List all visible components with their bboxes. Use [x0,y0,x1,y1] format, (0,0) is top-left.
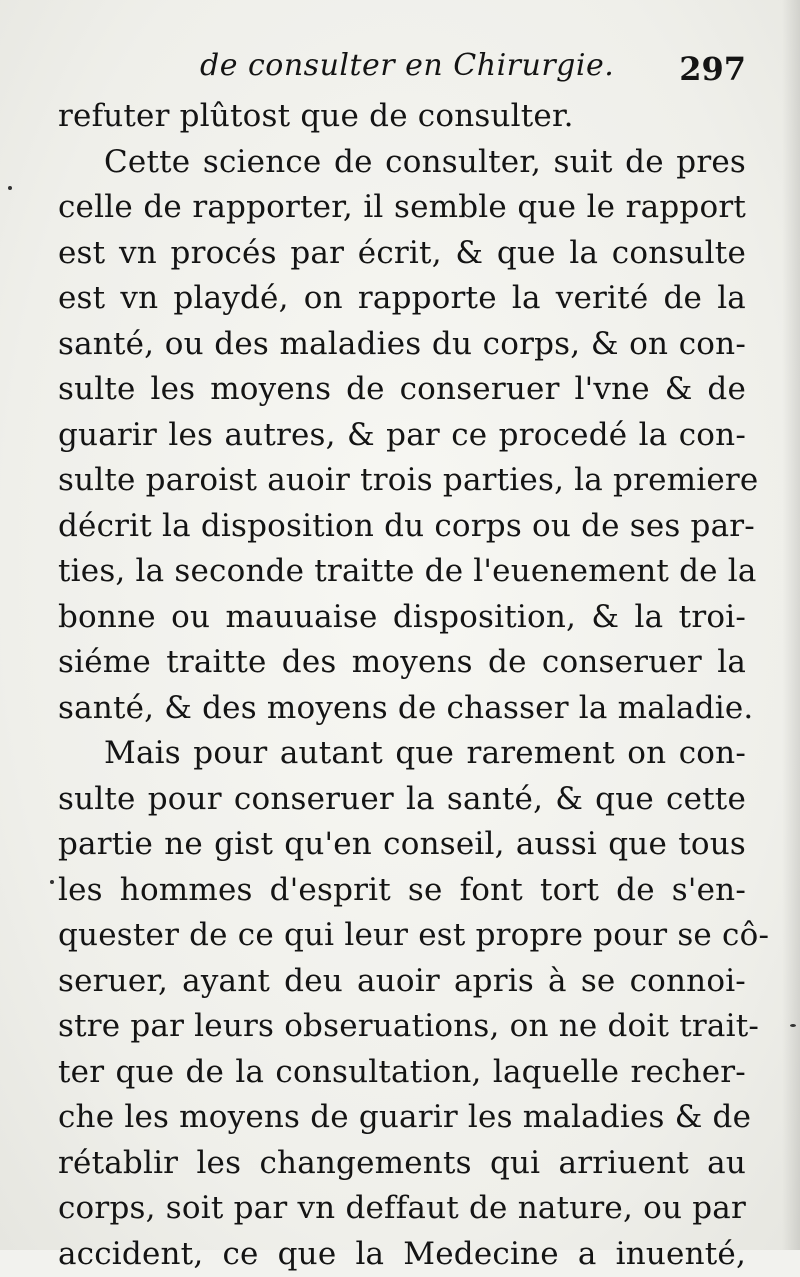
text-line: est vn procés par écrit, & que la consulte [58,231,746,277]
ink-speck [50,880,54,884]
text-line: Mais pour autant que rarement on con- [58,731,746,777]
page-edge-shadow [782,0,800,1250]
text-line: corps, soit par vn deffaut de nature, ou par [58,1186,746,1232]
text-line: sulte paroist auoir trois parties, la premiere [58,458,746,504]
text-line: siéme traitte des moyens de conseruer la [58,640,746,686]
ink-speck [8,186,12,190]
text-line: bonne ou mauuaise disposition, & la troi- [58,595,746,641]
text-line: ter que de la consultation, laquelle recher- [58,1050,746,1096]
running-title: de consulter en Chirurgie. [200,48,614,83]
text-line: santé, & des moyens de chasser la maladie. [58,686,746,732]
text-line: Cette science de consulter, suit de pres [58,140,746,186]
text-line: accident, ce que la Medecine a inuenté, [58,1232,746,1277]
page-number: 297 [679,50,746,88]
ink-speck [790,1024,796,1027]
text-line: partie ne gist qu'en conseil, aussi que tous [58,822,746,868]
text-line: quester de ce qui leur est propre pour se cô- [58,913,746,959]
text-line: seruer, ayant deu auoir apris à se connoi- [58,959,746,1005]
text-line: les hommes d'esprit se font tort de s'en- [58,868,746,914]
running-head [60,48,750,98]
text-line: celle de rapporter, il semble que le rapport [58,185,746,231]
text-line: sulte les moyens de conseruer l'vne & de [58,367,746,413]
text-line: est vn playdé, on rapporte la verité de la [58,276,746,322]
text-line: refuter plûtost que de consulter. [58,94,746,140]
text-line: stre par leurs obseruations, on ne doit trait- [58,1004,746,1050]
text-line: décrit la disposition du corps ou de ses par- [58,504,746,550]
text-line: guarir les autres, & par ce procedé la con- [58,413,746,459]
body-text [58,94,746,1277]
text-line: sulte pour conseruer la santé, & que cette [58,777,746,823]
text-line: che les moyens de guarir les maladies & de [58,1095,746,1141]
text-line: rétablir les changements qui arriuent au [58,1141,746,1187]
text-line: ties, la seconde traitte de l'euenement de la [58,549,746,595]
text-line: santé, ou des maladies du corps, & on con- [58,322,746,368]
